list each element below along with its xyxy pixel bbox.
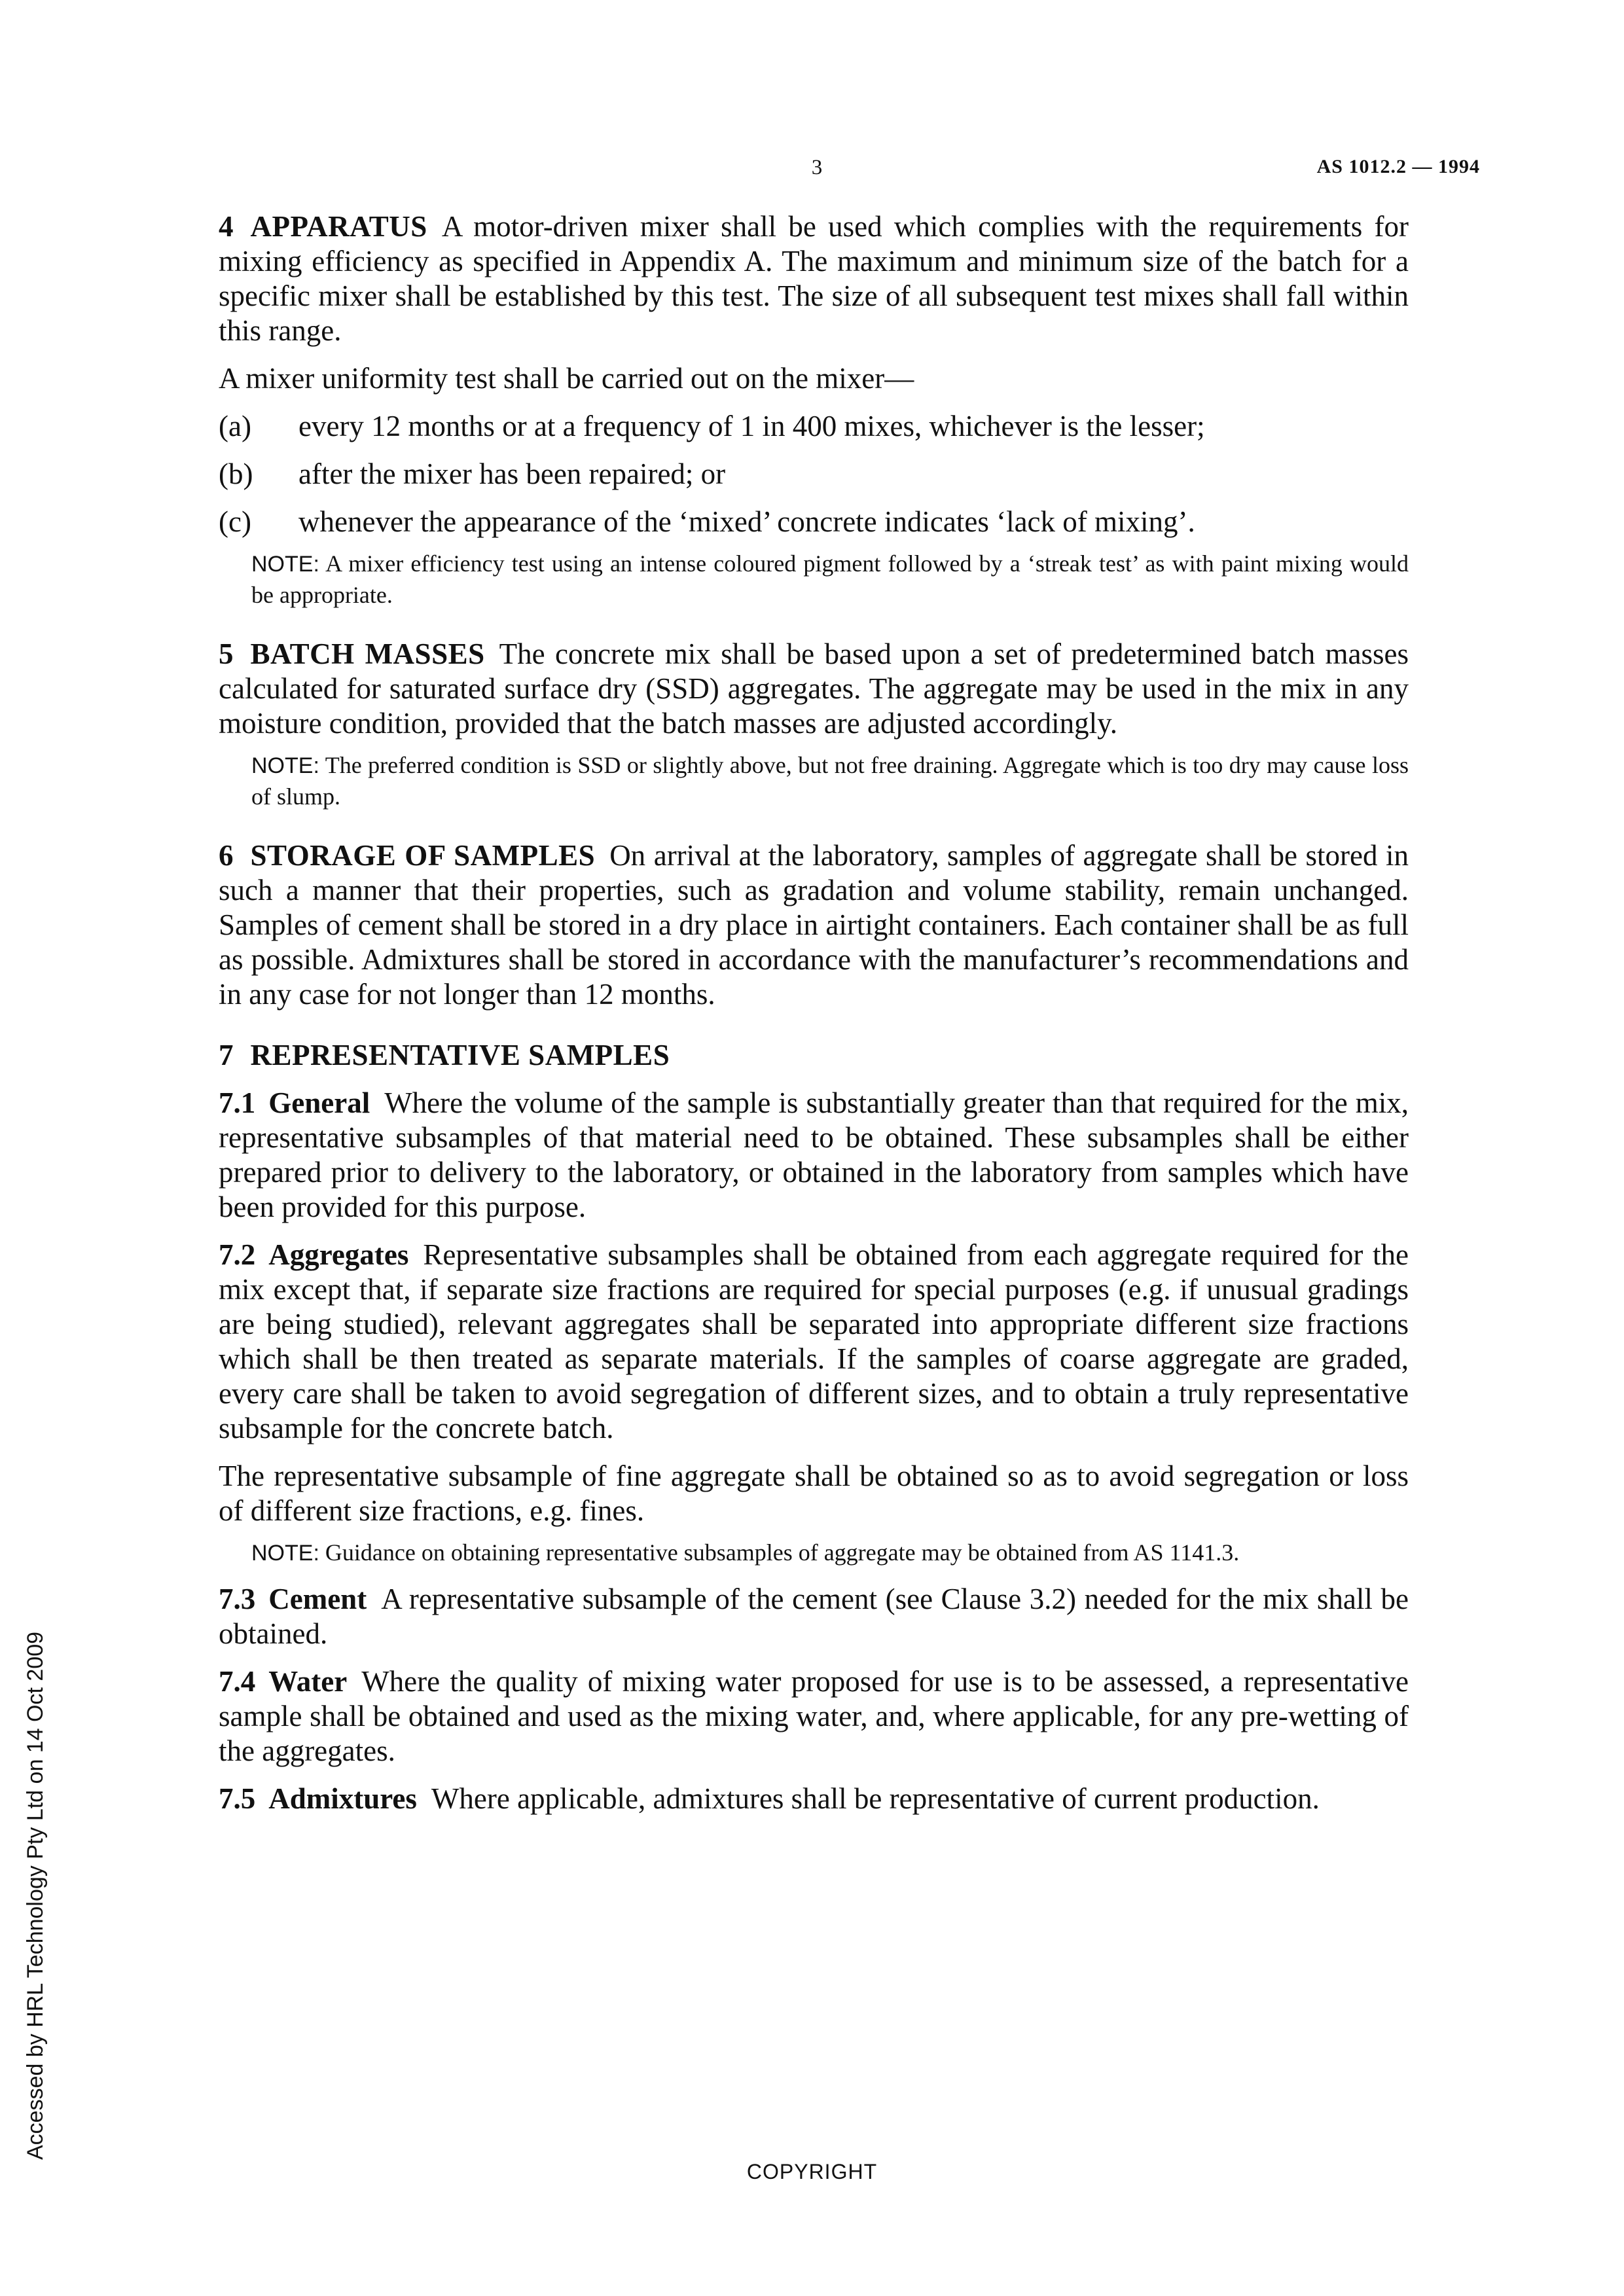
section-number: 7	[219, 1039, 234, 1071]
clause-number: 7.5	[219, 1782, 256, 1815]
access-stamp: Accessed by HRL Technology Pty Ltd on 14 Oct 2009	[23, 1631, 48, 2160]
section-number: 4	[219, 210, 234, 243]
section-number: 5	[219, 637, 234, 670]
clause-body: Where applicable, admixtures shall be representative of current production.	[431, 1782, 1320, 1815]
section-heading: APPARATUS	[250, 210, 427, 243]
section-body: The concrete mix shall be based upon a set of predetermined batch masses calculated for saturated surface dry (SSD) aggregates. The aggregate may be used in the mix in any moisture condition, provided that the batch masses are adjusted accordingly.	[219, 637, 1409, 740]
note	[251, 750, 1409, 812]
note-prefix: NOTE:	[251, 552, 319, 577]
clause-number: 7.1	[219, 1086, 256, 1119]
list-text: after the mixer has been repaired; or	[298, 457, 726, 490]
clause-heading: Admixtures	[268, 1782, 417, 1815]
clause-heading: Water	[268, 1665, 348, 1698]
clause-number: 7.4	[219, 1665, 256, 1698]
section-body: On arrival at the laboratory, samples of aggregate shall be stored in such a manner that their properties, such as gradation and volume stability, remain unchanged. Samples of cement shall be stored in a dry place in airtight containers. Each container shall be as full as possible. Admixtures shall be stored in accordance with the manufacturer’s recommendations and in any case for not longer than 12 months.	[219, 839, 1409, 1011]
page-number: 3	[811, 156, 823, 179]
clause-body: Where the volume of the sample is substantially greater than that required for the mix, representative subsamples of that material need to be obtained. These subsamples shall be either prepared prior to delivery to the laboratory, or obtained in the laboratory from samples which have been provided for this purpose.	[219, 1086, 1409, 1223]
section-4-paragraph	[219, 209, 1409, 348]
note-prefix: NOTE:	[251, 1541, 319, 1566]
paragraph: The representative subsample of fine aggregate shall be obtained so as to avoid segregation or loss of different size fractions, e.g. fines.	[219, 1460, 1409, 1527]
note-prefix: NOTE:	[251, 753, 319, 778]
clause-number: 7.2	[219, 1238, 256, 1271]
paragraph: A mixer uniformity test shall be carried out on the mixer—	[219, 362, 914, 395]
section-heading: REPRESENTATIVE SAMPLES	[250, 1039, 670, 1071]
clause-7-2	[219, 1238, 1409, 1446]
clause-7-5	[219, 1782, 1409, 1816]
section-body: A motor-driven mixer shall be used which complies with the requirements for mixing efficiency as specified in Appendix A. The maximum and minimum size of the batch for a specific mixer shall be established by this test. The size of all subsequent test mixes shall fall within this range.	[219, 210, 1409, 347]
clause-body: Representative subsamples shall be obtained from each aggregate required for the mix except that, if separate size fractions are required for special purposes (e.g. if unusual gradings are being studied), relevant aggregates shall be separated into appropriate different size fractions which shall be then treated as separate materials. If the samples of coarse aggregate are graded, every care shall be taken to avoid segregation of different sizes, and to obtain a truly representative subsample for the concrete batch.	[219, 1238, 1409, 1444]
standard-reference: AS 1012.2 — 1994	[1316, 156, 1480, 177]
clause-7-3	[219, 1582, 1409, 1651]
clause-body: Where the quality of mixing water proposed for use is to be assessed, a representative sample shall be obtained and used as the mixing water, and, where applicable, for any pre-wetting of the aggregates.	[219, 1665, 1409, 1767]
note	[251, 548, 1409, 611]
clause-number: 7.3	[219, 1583, 256, 1615]
clause-7-4	[219, 1664, 1409, 1768]
clause-heading: General	[268, 1086, 370, 1119]
list-label: (a)	[219, 410, 251, 442]
section-number: 6	[219, 839, 234, 872]
document-body	[219, 209, 1409, 1816]
section-6-paragraph	[219, 838, 1409, 1012]
list-label: (b)	[219, 457, 253, 490]
list-item	[219, 505, 1409, 539]
note-text: A mixer efficiency test using an intense coloured pigment followed by a ‘streak test’ as with paint mixing would be appropriate.	[251, 550, 1409, 608]
section-7-heading	[219, 1038, 1409, 1073]
note-text: The preferred condition is SSD or slightly above, but not free draining. Aggregate which is too dry may cause loss of slump.	[251, 752, 1409, 810]
clause-heading: Aggregates	[268, 1238, 409, 1271]
list-item	[219, 409, 1409, 444]
note	[251, 1537, 1409, 1569]
clause-body: A representative subsample of the cement (see Clause 3.2) needed for the mix shall be obtained.	[219, 1583, 1409, 1650]
section-heading: BATCH MASSES	[250, 637, 485, 670]
list-item	[219, 457, 1409, 492]
note-text: Guidance on obtaining representative subsamples of aggregate may be obtained from AS 1141.3.	[325, 1539, 1240, 1566]
clause-7-1	[219, 1086, 1409, 1225]
list-label: (c)	[219, 505, 251, 538]
section-heading: STORAGE OF SAMPLES	[250, 839, 596, 872]
list-text: every 12 months or at a frequency of 1 in 400 mixes, whichever is the lesser;	[298, 410, 1205, 442]
clause-heading: Cement	[268, 1583, 367, 1615]
section-5-paragraph	[219, 637, 1409, 741]
copyright-footer: COPYRIGHT	[746, 2160, 878, 2183]
list-text: whenever the appearance of the ‘mixed’ concrete indicates ‘lack of mixing’.	[298, 505, 1195, 538]
